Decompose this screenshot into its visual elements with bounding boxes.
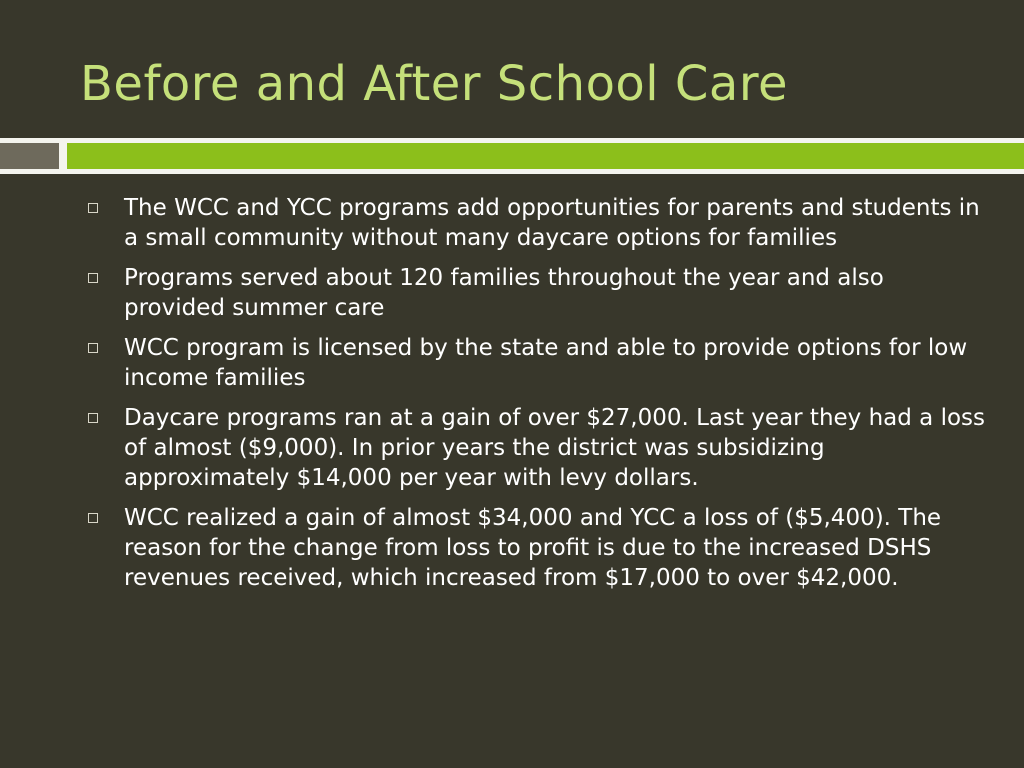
bullet-text: Daycare programs ran at a gain of over $27,000. Last year they had a loss of almost ($9,000). In prior years the district was subsidizing approximately $14,000 per year with levy dollars. (124, 405, 986, 491)
bullet-text: The WCC and YCC programs add opportunities for parents and students in a small community without many daycare options for families (124, 195, 980, 251)
title-divider-green-bar (67, 143, 1024, 169)
hollow-square-icon (88, 343, 98, 353)
bullet-item (88, 263, 988, 323)
bullet-item (88, 403, 988, 493)
hollow-square-icon (88, 273, 98, 283)
bullet-text: WCC program is licensed by the state and able to provide options for low income families (124, 335, 968, 391)
bullet-item (88, 333, 988, 393)
hollow-square-icon (88, 513, 98, 523)
hollow-square-icon (88, 413, 98, 423)
title-divider-gray-segment (0, 143, 59, 169)
bullet-item (88, 503, 988, 593)
hollow-square-icon (88, 203, 98, 213)
bullet-list (88, 193, 988, 603)
bullet-item (88, 193, 988, 253)
bullet-text: Programs served about 120 families throughout the year and also provided summer care (124, 265, 884, 321)
slide-title: Before and After School Care (80, 56, 789, 112)
bullet-text: WCC realized a gain of almost $34,000 and YCC a loss of ($5,400). The reason for the change from loss to profit is due to the increased DSHS revenues received, which increased from $17,000 to over $42,000. (124, 505, 942, 591)
